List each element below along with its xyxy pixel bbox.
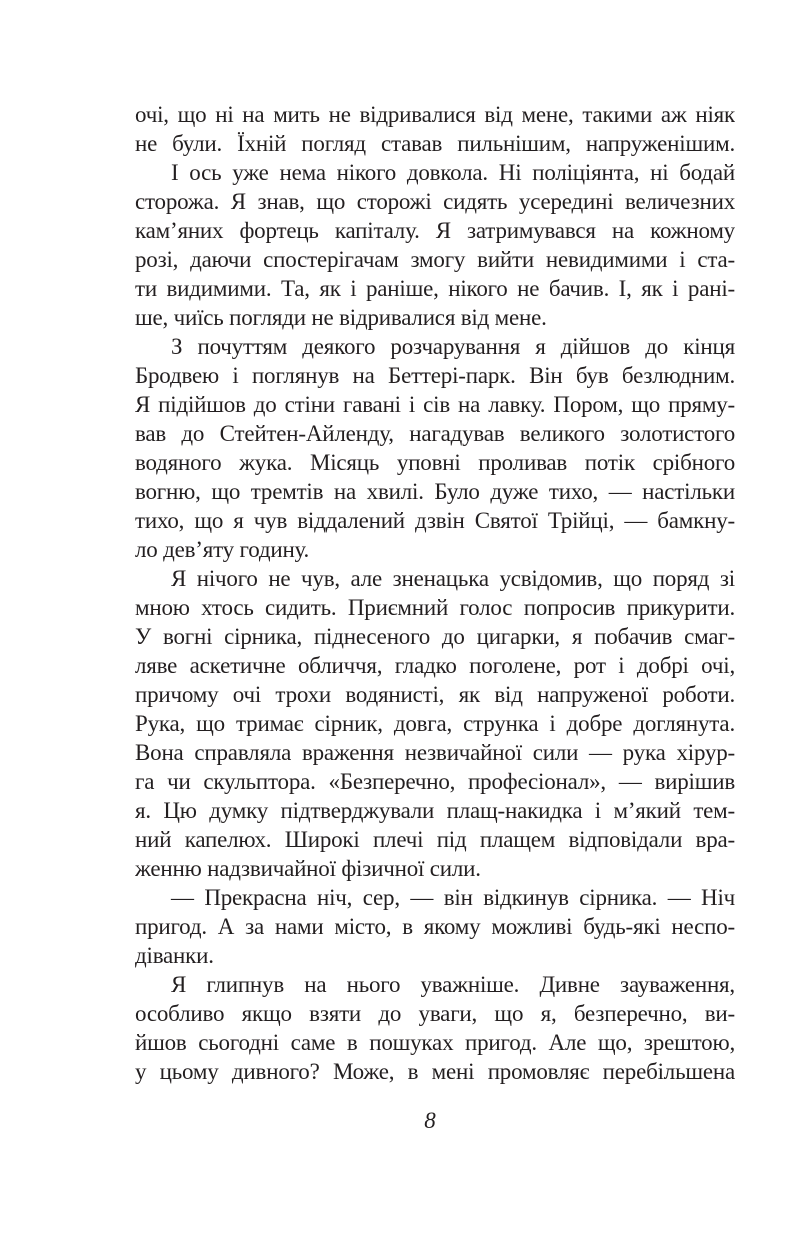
text-line: Вона справляла враження незвичайної сили — рука хірур-: [135, 740, 735, 765]
text-line: не були. Їхній погляд ставав пильнішим, напруженішим.: [135, 131, 735, 156]
text-line: га чи скульптора. «Безперечно, професіонал», — вирішив: [135, 769, 735, 794]
text-line: кам’яних фортець капіталу. Я затримувався на кожному: [135, 218, 735, 243]
text-line: очі, що ні на мить не відривалися від мене, такими аж ніяк: [135, 102, 735, 127]
book-page-text: [135, 100, 735, 1086]
text-line: І ось уже нема нікого довкола. Ні поліціянта, ні бодай: [171, 160, 735, 185]
text-line: розі, даючи спостерігачам змогу вийти невидимими і ста-: [135, 247, 735, 272]
page-number: 8: [424, 1108, 436, 1133]
text-line: Я глипнув на нього уважніше. Дивне зауваження,: [171, 972, 735, 997]
text-line: ше, чиїсь погляди не відривалися від мене.: [135, 305, 547, 330]
text-line: ний капелюх. Широкі плечі під плащем відповідали вра-: [135, 827, 735, 852]
text-line: пригод. А за нами місто, в якому можливі будь-які неспо-: [135, 914, 735, 939]
text-line: у цьому дивного? Може, в мені промовляє перебільшена: [135, 1059, 735, 1084]
text-line: Я нічого не чув, але зненацька усвідомив, що поряд зі: [171, 566, 735, 591]
text-line: Бродвею і поглянув на Беттері-парк. Він був безлюдним.: [135, 363, 735, 388]
text-line: Рука, що тримає сірник, довга, струнка і добре доглянута.: [135, 711, 735, 736]
text-line: ляве аскетичне обличчя, гладко поголене, рот і добрі очі,: [135, 653, 735, 678]
text-line: йшов сьогодні саме в пошуках пригод. Але що, зрештою,: [135, 1030, 735, 1055]
text-line: У вогні сірника, піднесеного до цигарки, я побачив смаг-: [135, 624, 735, 649]
text-line: ти видимими. Та, як і раніше, нікого не бачив. І, як і рані-: [135, 276, 735, 301]
text-line: я. Цю думку підтверджували плащ-накидка і м’який тем-: [135, 798, 735, 823]
text-line: вав до Стейтен-Айленду, нагадував великого золотистого: [135, 421, 735, 446]
text-line: Я підійшов до стіни гавані і сів на лавку. Пором, що пряму-: [135, 392, 735, 417]
text-line: тихо, що я чув віддалений дзвін Святої Трійці, — бамкну-: [135, 508, 735, 533]
text-line: женню надзвичайної фізичної сили.: [135, 856, 481, 881]
text-line: причому очі трохи водянисті, як від напруженої роботи.: [135, 682, 735, 707]
text-line: діванки.: [135, 943, 214, 968]
text-line: водяного жука. Місяць уповні проливав потік срібного: [135, 450, 735, 475]
text-line: мною хтось сидить. Приємний голос попросив прикурити.: [135, 595, 735, 620]
text-line: особливо якщо взяти до уваги, що я, безперечно, ви-: [135, 1001, 735, 1026]
text-line: ло дев’яту годину.: [135, 537, 310, 562]
text-line: сторожа. Я знав, що сторожі сидять усередині величезних: [135, 189, 735, 214]
text-line: вогню, що тремтів на хвилі. Було дуже тихо, — настільки: [135, 479, 735, 504]
text-line: — Прекрасна ніч, сер, — він відкинув сірника. — Ніч: [171, 885, 735, 910]
text-line: З почуттям деякого розчарування я дійшов до кінця: [171, 334, 735, 359]
